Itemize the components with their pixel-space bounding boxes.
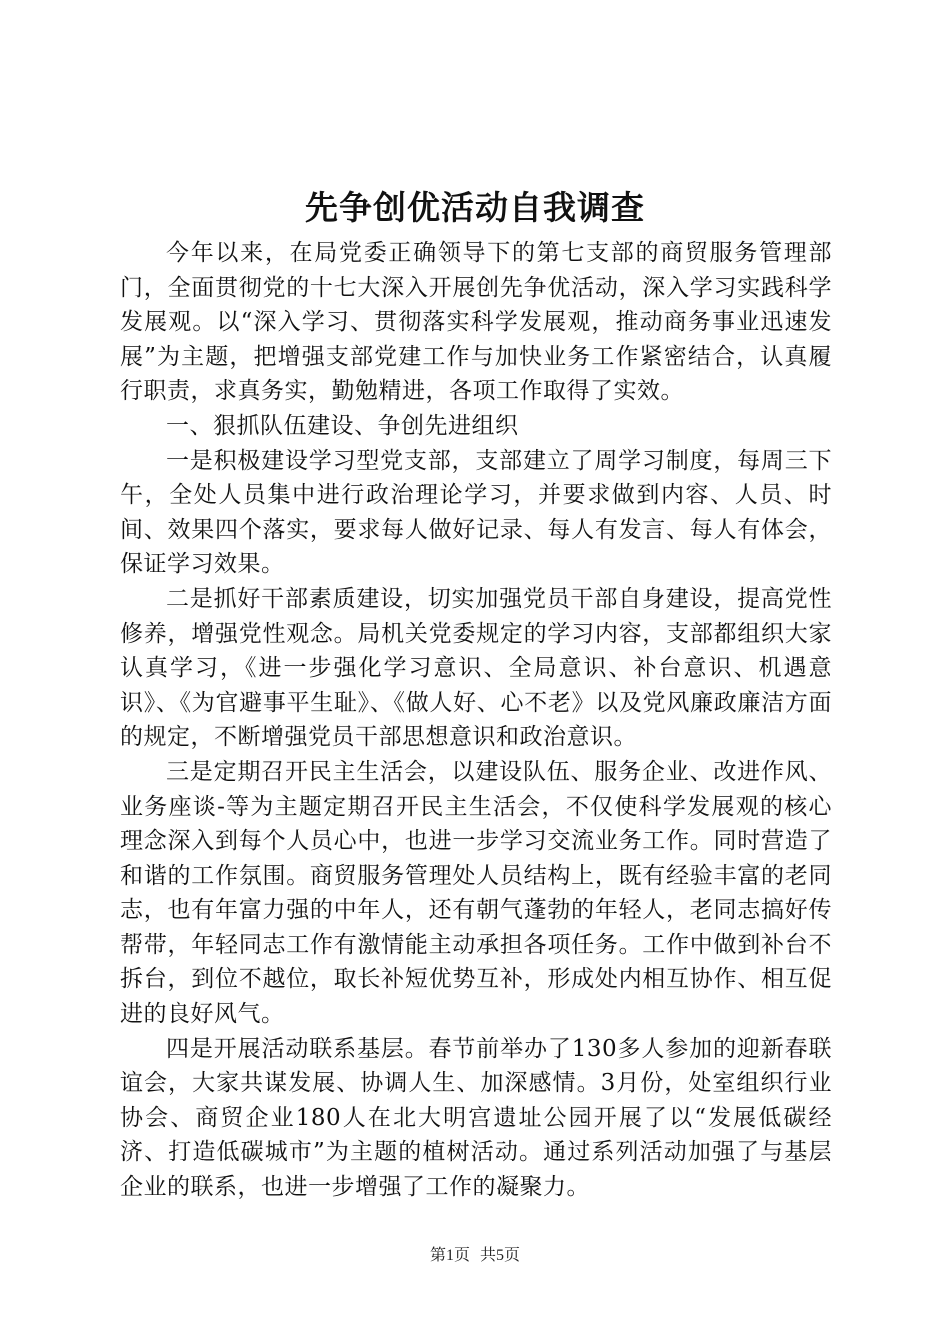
document-body bbox=[120, 236, 832, 1205]
paragraph-intro: 今年以来，在局党委正确领导下的第七支部的商贸服务管理部门，全面贯彻党的十七大深入开展创先争优活动，深入学习实践科学发展观。以“深入学习、贯彻落实科学发展观，推动商务事业迅速发展”为主题，把增强支部党建工作与加快业务工作紧密结合，认真履行职责，求真务实，勤勉精进，各项工作取得了实效。 bbox=[120, 240, 832, 405]
paragraph-item-2: 二是抓好干部素质建设，切实加强党员干部自身建设，提高党性修养，增强党性观念。局机关党委规定的学习内容，支部都组织大家认真学习，《进一步强化学习意识、全局意识、补台意识、机遇意识》、《为官避事平生耻》、《做人好、心不老》以及党风廉政廉洁方面的规定，不断增强党员干部思想意识和政治意识。 bbox=[120, 585, 832, 751]
document-title: 先争创优活动自我调查 bbox=[305, 188, 645, 227]
section-heading: 一、狠抓队伍建设、争创先进组织 bbox=[166, 412, 519, 439]
paragraph-item-1: 一是积极建设学习型党支部，支部建立了周学习制度，每周三下午，全处人员集中进行政治理论学习，并要求做到内容、人员、时间、效果四个落实，要求每人做好记录、每人有发言、每人有体会，保证学习效果。 bbox=[120, 447, 832, 578]
paragraph-item-4: 四是开展活动联系基层。春节前举办了130多人参加的迎新春联谊会，大家共谋发展、协调人生、加深感情。3月份，处室组织行业协会、商贸企业180人在北大明宫遗址公园开展了以“发展低碳经济、打造低碳城市”为主题的植树活动。通过系列活动加强了与基层企业的联系，也进一步增强了工作的凝聚力。 bbox=[120, 1035, 832, 1201]
page-number: 第1页 bbox=[429, 1247, 470, 1264]
paragraph-item-3: 三是定期召开民主生活会，以建设队伍、服务企业、改进作风、业务座谈-等为主题定期召开民主生活会，不仅使科学发展观的核心理念深入到每个人员心中，也进一步学习交流业务工作。同时营造了和谐的工作氛围。商贸服务管理处人员结构上，既有经验丰富的老同志，也有年富力强的中年人，还有朝气蓬勃的年轻人，老同志搞好传帮带，年轻同志工作有激情能主动承担各项任务。工作中做到补台不拆台，到位不越位，取长补短优势互补，形成处内相互协作、相互促进的良好风气。 bbox=[120, 758, 832, 1028]
page-total: 共5页 bbox=[480, 1247, 521, 1264]
page-footer bbox=[0, 1244, 950, 1268]
